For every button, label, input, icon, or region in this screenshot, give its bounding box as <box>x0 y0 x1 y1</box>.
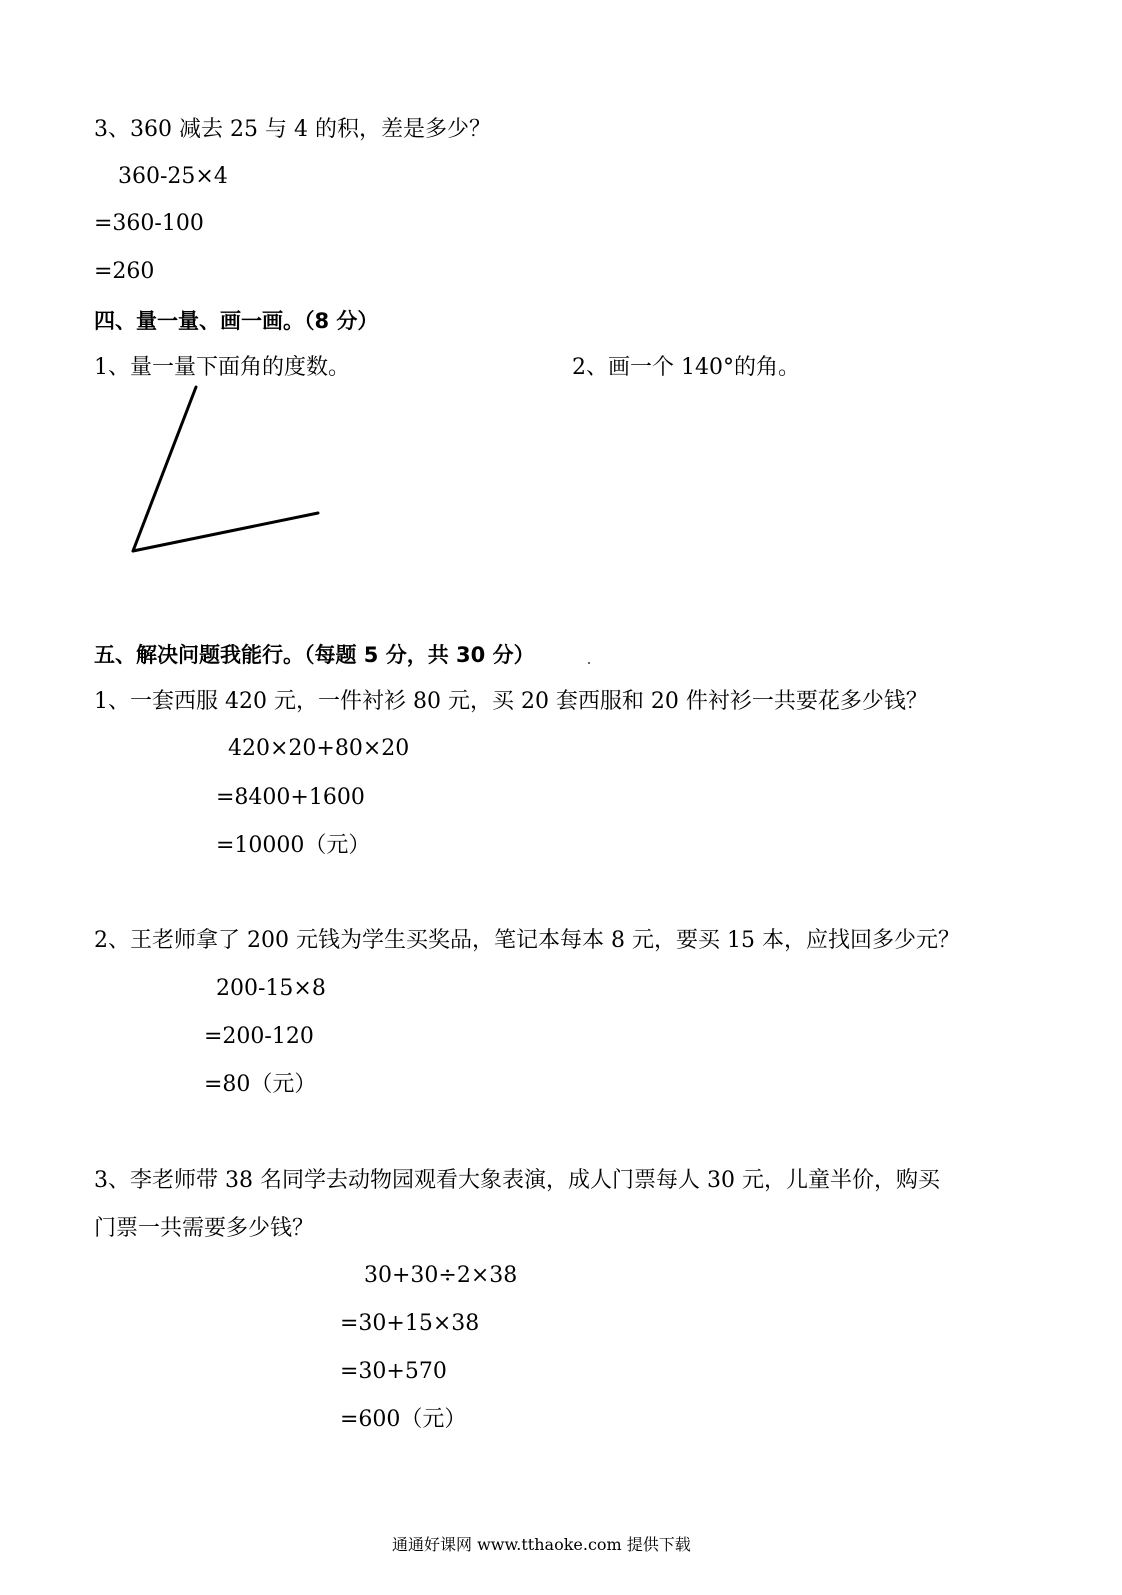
angle-ray-upper <box>133 387 196 551</box>
section-5-q3-step-3: =30+570 <box>340 1359 447 1384</box>
section-5-q2-step-3: =80（元） <box>204 1072 317 1097</box>
angle-figure <box>120 380 330 565</box>
section-5-question-3-line-1: 3、李老师带 38 名同学去动物园观看大象表演，成人门票每人 30 元，儿童半价，购买 <box>94 1168 940 1193</box>
section-5-q3-step-4: =600（元） <box>340 1407 467 1432</box>
section-5-q3-step-2: =30+15×38 <box>340 1311 480 1336</box>
question-3-step-2: =360-100 <box>94 211 204 236</box>
section-5-question-3-line-2: 门票一共需要多少钱？ <box>94 1216 315 1241</box>
angle-ray-lower <box>133 513 318 551</box>
stray-dot <box>588 662 590 664</box>
section-4-question-1: 1、量一量下面角的度数。 <box>94 355 350 380</box>
question-3-text: 3、360 减去 25 与 4 的积，差是多少？ <box>94 117 491 142</box>
page-footer: 通通好课网 www.tthaoke.com 提供下载 <box>392 1535 691 1554</box>
section-5-q1-step-1: 420×20+80×20 <box>228 736 410 761</box>
section-5-q3-step-1: 30+30÷2×38 <box>364 1263 518 1288</box>
section-5-heading: 五、解决问题我能行。（每题 5 分，共 30 分） <box>94 643 535 667</box>
question-3-step-1: 360-25×4 <box>118 164 228 189</box>
section-5-question-1: 1、一套西服 420 元，一件衬衫 80 元，买 20 套西服和 20 件衬衫一共要花多少钱？ <box>94 689 928 714</box>
section-5-q2-step-1: 200-15×8 <box>216 976 326 1001</box>
section-4-heading: 四、量一量、画一画。（8 分） <box>94 309 379 333</box>
section-5-question-2: 2、王老师拿了 200 元钱为学生买奖品，笔记本每本 8 元，要买 15 本，应找回多少元？ <box>94 928 960 953</box>
section-4-question-2: 2、画一个 140°的角。 <box>572 355 800 380</box>
section-5-q1-step-3: =10000（元） <box>216 833 371 858</box>
question-3-step-3: =260 <box>94 259 155 284</box>
section-5-q2-step-2: =200-120 <box>204 1024 314 1049</box>
section-5-q1-step-2: =8400+1600 <box>216 785 365 810</box>
